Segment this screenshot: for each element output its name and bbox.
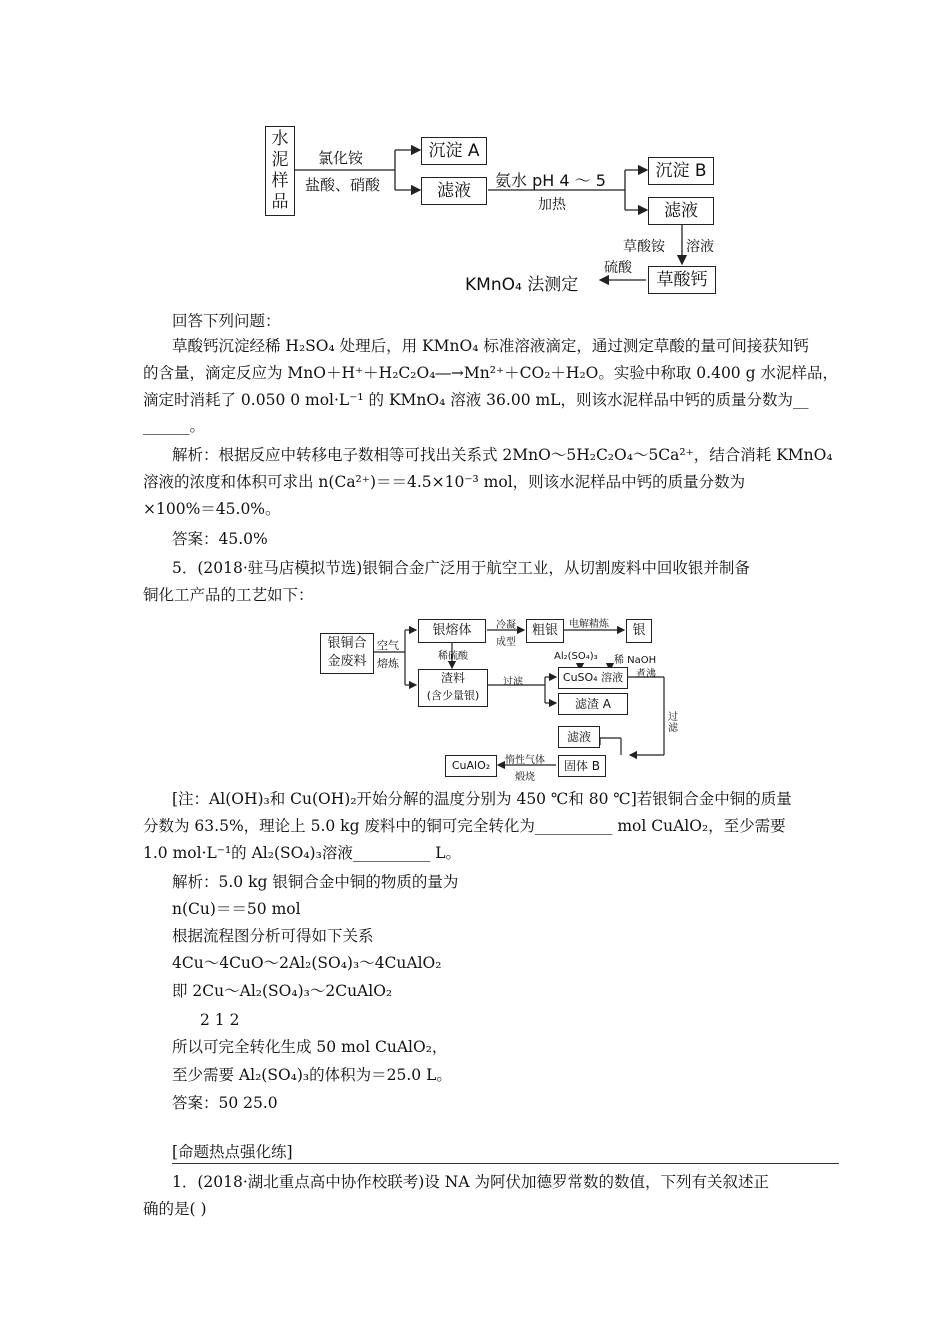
cualo2-label: CuAlO₂ [451, 759, 491, 772]
q5-line-1: 5．(2018·驻马店模拟节选)银铜合金广泛用于航空工业，从切割废料中回收银并制备 [172, 559, 750, 577]
residue-a-label: 滤渣 A [574, 697, 612, 711]
label-smelting: 熔炼 [377, 657, 399, 670]
reagent-ammonia-ph: 氨水 pH 4 ～ 5 [495, 171, 606, 190]
reagent-solution: 溶液 [686, 239, 714, 255]
cuso4-solution-label: CuSO₄ 溶液 [562, 671, 624, 684]
reagent-ammonium-oxalate: 草酸铵 [623, 239, 665, 255]
q5-solution-4: 4Cu～4CuO～2Al₂(SO₄)₃～4CuAlO₂ [172, 954, 442, 972]
silver-melt-box [418, 619, 486, 643]
label-aluminium-sulfate: Al₂(SO₄)₃ [554, 651, 598, 662]
q4-analysis-2: 溶液的浓度和体积可求出 n(Ca²⁺)＝＝4.5×10⁻³ mol，则该水泥样品中钙的质量分数为 [143, 473, 746, 491]
reagent-sulfuric-acid: 硫酸 [604, 260, 632, 276]
label-boil: 煮沸 [636, 669, 656, 680]
q5-note-1: [注：Al(OH)₃和 Cu(OH)₂开始分解的温度分别为 450 ℃和 80 ℃]若银铜合金中铜的质量 [172, 790, 792, 808]
hot-q1-line-2: 确的是( ) [143, 1200, 207, 1218]
cualo2-box [445, 755, 497, 777]
q4-analysis-1: 解析：根据反应中转移电子数相等可找出关系式 2MnO～5H₂C₂O₄～5Ca²⁺，结合消耗 KMnO₄ [172, 446, 833, 464]
solid-b-label: 固体 B [563, 759, 601, 773]
q4-lead: 回答下列问题： [172, 312, 281, 330]
crude-silver-label: 粗银 [531, 623, 558, 638]
q5-solution-7: 所以可完全转化生成 50 mol CuAlO₂， [172, 1038, 448, 1056]
reagent-acids: 盐酸、硝酸 [305, 176, 381, 194]
label-dilute-naoh: 稀 NaOH [614, 655, 657, 666]
section-title: [命题热点强化练] [172, 1143, 293, 1161]
reagent-ammonium-chloride: 氯化铵 [318, 149, 364, 167]
precipitate-a-label: 沉淀 A [428, 141, 480, 161]
residue-a-box [558, 693, 628, 715]
filtrate-box [558, 726, 600, 748]
q4-line-2: 的含量，滴定反应为 MnO＋H⁺＋H₂C₂O₄―→Mn²⁺＋CO₂＋H₂O。实验中称取 0.400 g 水泥样品， [143, 364, 838, 382]
filtrate-label: 滤液 [566, 730, 591, 744]
slag-note: (含少量银) [426, 689, 480, 702]
cement-sample-label: 水泥样品 [271, 129, 289, 212]
filtrate-2-label: 滤液 [664, 201, 698, 221]
section-divider [172, 1163, 839, 1164]
silver-box [626, 619, 652, 643]
slag-label: 渣料 [440, 671, 465, 685]
q5-solution-8: 至少需要 Al₂(SO₄)₃的体积为＝25.0 L。 [172, 1066, 452, 1084]
slag-box [418, 669, 488, 707]
filtrate-1-label: 滤液 [437, 181, 471, 201]
q5-solution-6: 2 1 2 [200, 1011, 240, 1029]
crude-silver-box [526, 619, 564, 643]
label-condense: 冷凝 [496, 620, 516, 631]
alloy-waste-label: 银铜合金废料 [327, 636, 367, 669]
q5-line-2: 铜化工产品的工艺如下： [143, 586, 314, 604]
q5-note-2: 分数为 63.5%，理论上 5.0 kg 废料中的铜可完全转化为__________ mol CuAlO₂，至少需要 [143, 817, 786, 835]
kmno4-method-label: KMnO₄ 法测定 [465, 275, 579, 295]
label-filter-2: 过滤 [668, 712, 678, 734]
calcium-oxalate-label: 草酸钙 [656, 270, 708, 290]
label-dilute-sulfuric: 稀硫酸 [438, 651, 468, 662]
q5-solution-3: 根据流程图分析可得如下关系 [172, 927, 374, 945]
q4-line-4: ______。 [143, 417, 206, 435]
label-forming: 成型 [496, 637, 516, 648]
q4-answer: 答案：45.0% [172, 530, 268, 548]
label-calcination: 煅烧 [515, 772, 535, 783]
q4-analysis-3: ×100%＝45.0%。 [143, 500, 281, 518]
q4-line-1: 草酸钙沉淀经稀 H₂SO₄ 处理后，用 KMnO₄ 标准溶液滴定，通过测定草酸的量可间接获知钙 [172, 337, 809, 355]
label-air: 空气 [377, 639, 399, 652]
q5-solution-5: 即 2Cu～Al₂(SO₄)₃～2CuAlO₂ [172, 982, 393, 1000]
condition-heating: 加热 [538, 197, 566, 213]
q5-solution-2: n(Cu)＝＝50 mol [172, 900, 301, 918]
precipitate-b-label: 沉淀 B [655, 161, 707, 181]
q5-note-3: 1.0 mol·L⁻¹的 Al₂(SO₄)₃溶液__________ L。 [143, 844, 462, 862]
label-filter-1: 过滤 [503, 677, 523, 688]
q5-answer: 答案：50 25.0 [172, 1094, 278, 1112]
solid-b-box [558, 755, 606, 777]
label-inert-gas: 惰性气体 [505, 755, 545, 766]
silver-melt-label: 银熔体 [432, 623, 472, 638]
alloy-waste-box [320, 633, 374, 674]
q5-solution-1: 解析：5.0 kg 银铜合金中铜的物质的量为 [172, 873, 459, 891]
silver-label: 银 [632, 623, 646, 638]
q4-line-3: 滴定时消耗了 0.050 0 mol·L⁻¹ 的 KMnO₄ 溶液 36.00 mL，则该水泥样品中钙的质量分数为__ [143, 391, 809, 409]
label-electrorefining: 电解精炼 [569, 619, 609, 630]
hot-q1-line-1: 1．(2018·湖北重点高中协作校联考)设 NA 为阿伏加德罗常数的数值，下列有关叙述正 [172, 1173, 769, 1191]
cuso4-solution-box [558, 667, 628, 689]
